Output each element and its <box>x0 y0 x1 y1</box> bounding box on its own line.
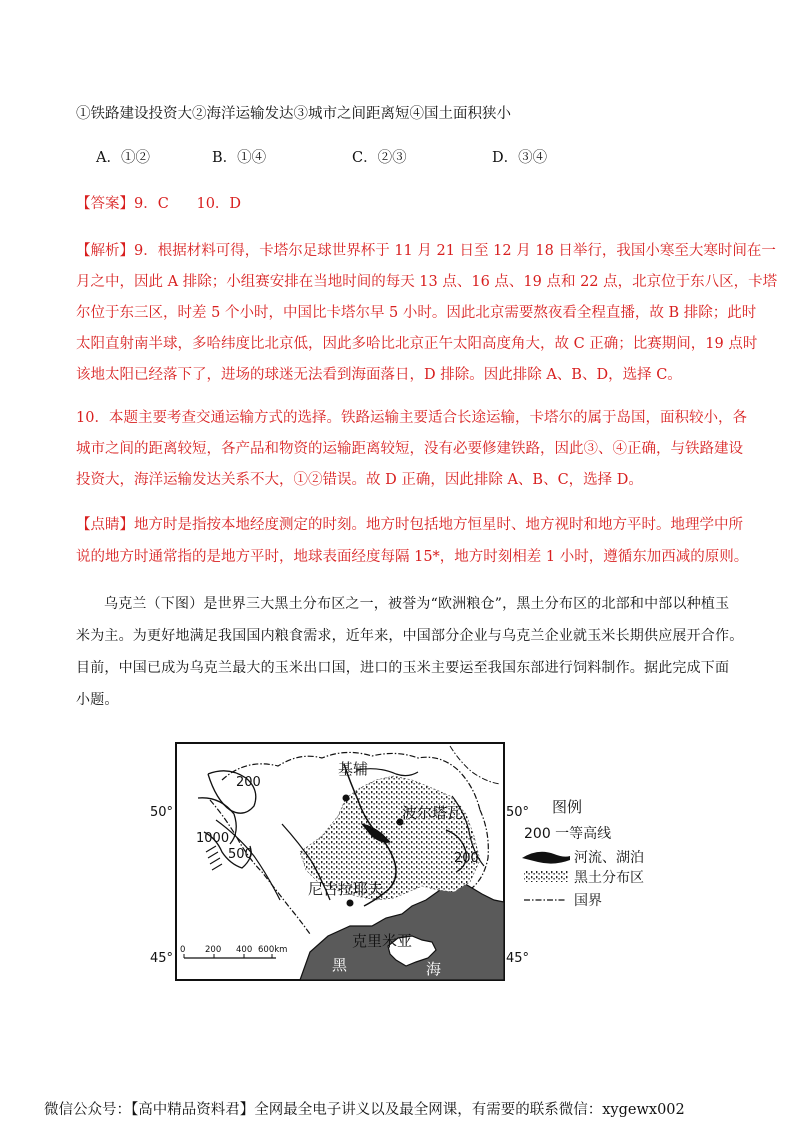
legend-blacksoil: 黑土分布区 <box>574 870 644 886</box>
option-b: B．①④ <box>212 150 267 166</box>
scale-tick-200: 200 <box>205 945 222 955</box>
analysis-q9-text: 9．根据材料可得，卡塔尔足球世界杯于 11 月 21 日至 12 月 18 日举行，我国小寒至大寒时间在一 <box>134 243 776 259</box>
tip-line-1 <box>76 513 743 534</box>
contour-1000-label: 1000 <box>196 831 230 846</box>
analysis-q10-line-2: 城市之间的距离较短，各产品和物资的运输距离较短，没有必要修建铁路，因此③、④正确，与铁路建设 <box>76 441 743 457</box>
kyiv-label: 基辅 <box>338 760 369 778</box>
tip-text: 地方时是指按本地经度测定的时刻。地方时包括地方恒星时、地方视时和地方平时。地理学中所 <box>134 517 743 533</box>
contour-200-nw-label: 200 <box>236 775 261 790</box>
option-c: C．②③ <box>352 150 407 166</box>
passage-line-3: 目前，中国已成为乌克兰最大的玉米出口国，进口的玉米主要运至我国东部进行饲料制作。据此完成下面 <box>76 660 730 676</box>
passage-line-1: 乌克兰（下图）是世界三大黑土分布区之一，被誉为“欧洲粮仓”，黑土分布区的北部和中部以种植玉 <box>104 596 730 612</box>
option-a: A．①② <box>96 150 150 166</box>
analysis-line-5: 该地太阳已经落下了，进场的球迷无法看到海面落日，D 排除。因此排除 A、B、D，选择 C。 <box>76 367 682 383</box>
scale-tick-0: 0 <box>180 945 186 955</box>
black-sea-label-2: 海 <box>426 960 442 978</box>
tip-label: 【点睛】 <box>76 517 134 533</box>
mykolaiv-marker <box>347 900 354 907</box>
analysis-line-2: 月之中，因此 A 排除；小组赛安排在当地时间的每天 13 点、16 点、19 点和 22 点，北京位于东八区，卡塔 <box>76 274 778 290</box>
answer-label: 【答案】 <box>76 196 134 212</box>
footer-wechat-note: 微信公众号：【高中精品资料君】全网最全电子讲义以及最全网课，有需要的联系微信：xygewx002 <box>44 1102 685 1118</box>
scale-tick-400: 400 <box>236 945 253 955</box>
passage-line-2: 米为主。为更好地满足我国国内粮食需求，近年来，中国部分企业与乌克兰企业就玉米长期供应展开合作。 <box>76 628 744 644</box>
mykolaiv-label: 尼古拉耶夫 <box>308 880 384 898</box>
analysis-line-4: 太阳直射南半球，多哈纬度比北京低，因此多哈比北京正午太阳高度角大，故 C 正确；比赛期间，19 点时 <box>76 336 758 352</box>
legend-river: 河流、湖泊 <box>574 850 644 866</box>
tip-line-2: 说的地方时通常指的是地方平时，地球表面经度每隔 15*，地方时刻相差 1 小时，遵循东加西减的原则。 <box>76 549 749 565</box>
kyiv-marker <box>343 795 350 802</box>
crimea-label: 克里米亚 <box>352 932 413 950</box>
scale-tick-600: 600km <box>258 945 288 955</box>
lat-50-left: 50° <box>150 805 174 820</box>
lat-50-right: 50° <box>506 805 530 820</box>
passage-line-4: 小题。 <box>76 692 119 708</box>
legend-border: 国界 <box>574 893 602 909</box>
ukraine-map <box>150 740 670 990</box>
analysis-line-1 <box>76 239 776 260</box>
legend-blacksoil-symbol <box>524 870 568 882</box>
black-sea-label-1: 黑 <box>332 956 348 974</box>
analysis-label: 【解析】 <box>76 243 134 259</box>
legend-title: 图例 <box>552 798 583 816</box>
contour-500-label: 500 <box>228 847 253 862</box>
answer-text: 9．C 10．D <box>134 196 242 212</box>
contour-200-east-label: 200 <box>454 851 479 866</box>
answer-line <box>76 192 241 213</box>
lat-45-left: 45° <box>150 951 174 966</box>
map-legend <box>522 798 644 909</box>
question-statements: ①铁路建设投资大②海洋运输发达③城市之间距离短④国土面积狭小 <box>76 106 511 122</box>
analysis-q10-line-1: 10．本题主要考查交通运输方式的选择。铁路运输主要适合长途运输，卡塔尔的属于岛国，面积较小，各 <box>76 410 747 426</box>
analysis-line-3: 尔位于东三区，时差 5 个小时，中国比卡塔尔早 5 小时。因此北京需要熬夜看全程直播，故 B 排除；此时 <box>76 305 757 321</box>
legend-contour: 200 一等高线 <box>524 826 612 842</box>
legend-river-symbol <box>522 852 570 864</box>
lat-45-right: 45° <box>506 951 530 966</box>
option-d: D．③④ <box>492 150 548 166</box>
poltava-label: 波尔塔瓦 <box>402 804 463 822</box>
analysis-q10-line-3: 投资大，海洋运输发达关系不大，①②错误。故 D 正确，因此排除 A、B、C，选择 D。 <box>76 472 643 488</box>
